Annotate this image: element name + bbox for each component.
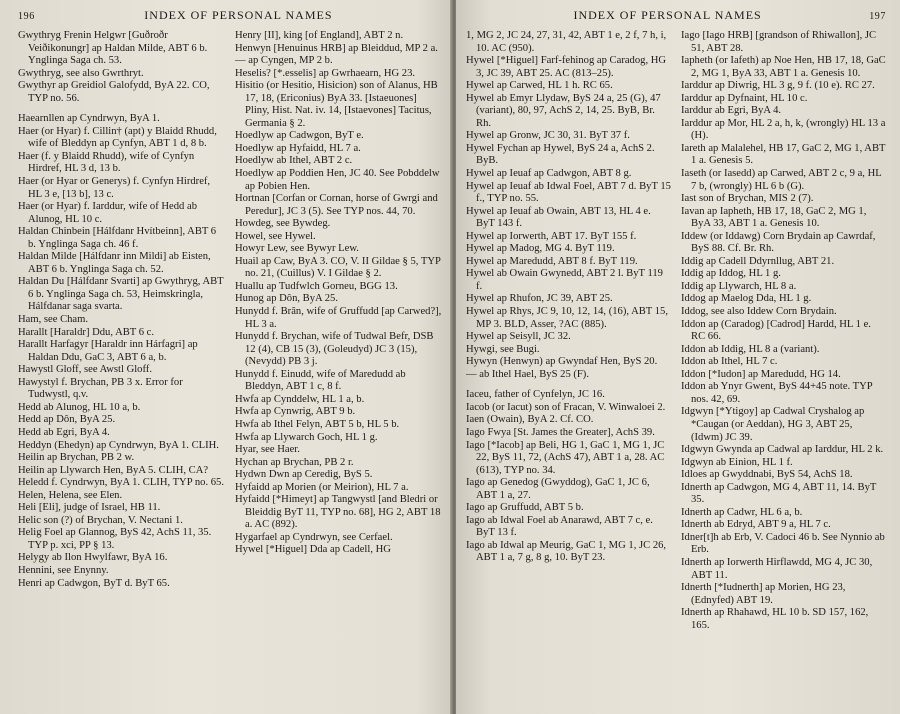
index-entry: Hywel ap Gronw, JC 30, 31. ByT 37 f. xyxy=(466,130,630,142)
right-page xyxy=(456,0,900,714)
index-entry: Hywyn (Henwyn) ap Gwyndaf Hen, ByS 20. xyxy=(466,356,658,368)
index-entry: Hwfa ap Cynwrig, ABT 9 b. xyxy=(235,406,356,418)
index-entry: Ham, see Cham. xyxy=(18,314,89,326)
index-entry: Iaen (Owain), ByA 2. Cf. CO. xyxy=(466,414,594,426)
index-entry: Helig Foel ap Glannog, ByS 42, AchS 11, 35. TYP p. xci, PP § 13. xyxy=(18,527,212,551)
index-entry: Iast son of Brychan, MIS 2 (7). xyxy=(681,193,814,205)
page-number: 196 xyxy=(18,11,35,22)
index-entry: Hywel ap Seisyll, JC 32. xyxy=(466,331,571,343)
index-entry: Idnerth [*Iudnerth] ap Morien, HG 23, (Ednyfed) ABT 19. xyxy=(681,582,846,606)
index-entry: — ap Cyngen, MP 2 b. xyxy=(235,55,333,67)
index-entry: Iddon ab Iddig, HL 8 a (variant). xyxy=(681,343,820,355)
index-entry: Idnerth ap Cadwr, HL 6 a, b. xyxy=(681,506,803,518)
index-column-left xyxy=(18,30,225,590)
index-entry: Heli [Eli], judge of Israel, HB 11. xyxy=(18,502,161,514)
index-entry: Hawystl Gloff, see Awstl Gloff. xyxy=(18,364,152,376)
index-entry: Iarddur ap Mor, HL 2 a, h, k, (wrongly) HL 13 a (H). xyxy=(681,117,886,142)
index-entry: Iago Fwya [St. James the Greater], AchS 39. xyxy=(466,426,655,438)
index-entry: Hyar, see Haer. xyxy=(235,444,300,456)
index-entry: Iarddur ap Diwrig, HL 3 g, 9 f. (10 e). RC 27. xyxy=(681,80,875,92)
index-entry: Iddog ap Maelog Dda, HL 1 g. xyxy=(681,293,812,305)
index-entry: Iddig ap Cadell Ddyrnllug, ABT 21. xyxy=(681,255,835,267)
index-entry: Iddew (or Iddawg) Corn Brydain ap Cawrdaf, ByS 88. Cf. Br. Rh. xyxy=(681,230,876,255)
index-entry: Hoedlyw ap Poddien Hen, JC 40. See Pobddelw ap Pobien Hen. xyxy=(235,168,440,192)
index-entry: Heilin ap Llywarch Hen, ByA 5. CLIH, CA? xyxy=(18,464,209,476)
index-entry: Iacob (or Iacut) son of Fracan, V. Winwaloei 2. xyxy=(466,401,666,413)
index-entry: Hwfa ap Cynddelw, HL 1 a, b. xyxy=(235,393,365,405)
index-entry: Iddog, see also Iddew Corn Brydain. xyxy=(681,306,837,318)
index-entry: Idnerth ap Iorwerth Hirflawdd, MG 4, JC 30, ABT 11. xyxy=(681,556,873,581)
index-entry: Idgwyn ab Einion, HL 1 f. xyxy=(681,456,793,468)
index-entry: Hydwn Dwn ap Ceredig, ByS 5. xyxy=(235,469,373,481)
index-entry: Huail ap Caw, ByA 3. CO, V. II Gildae § 5, TYP no. 21, (Cuillus) V. I Gildae § 2. xyxy=(235,255,441,280)
index-entry: — ab Ithel Hael, ByS 25 (F). xyxy=(466,368,589,380)
index-entry: Hywel [*Higuel] Dda ap Cadell, HG xyxy=(235,544,391,556)
index-entry: Hywel [*Higuel] Farf-fehinog ap Caradog, HG 3, JC 39, ABT 25. AC (813–25). xyxy=(466,55,667,79)
index-entry: Hywel ab Owain Gwynedd, ABT 2 l. ByT 119 f. xyxy=(466,268,663,292)
index-entry: Haer (or Hyar) f. Iarddur, wife of Hedd ab Alunog, HL 10 c. xyxy=(18,201,197,225)
index-entry: Iaceu, father of Cynfelyn, JC 16. xyxy=(466,389,605,401)
index-entry: Hennini, see Enynny. xyxy=(18,564,109,576)
running-head xyxy=(466,8,886,28)
index-entry: Hedd ab Egri, ByA 4. xyxy=(18,426,110,438)
index-entry: Idgwyn [*Ytigoy] ap Cadwal Cryshalog ap *Caugan (or Aeddan), HG 3, ABT 25, (Idwm) JC 39. xyxy=(681,406,865,443)
index-entry: Henwyn [Henuinus HRB] ap Bleiddud, MP 2 a. xyxy=(235,42,438,54)
index-entry: Henry [II], king [of England], ABT 2 n. xyxy=(235,30,404,41)
index-entry: Howel, see Hywel. xyxy=(235,230,316,242)
index-entry: Helic son (?) of Brychan, V. Nectani 1. xyxy=(18,514,183,526)
running-head xyxy=(18,8,442,28)
index-entry: Hedd ap Dôn, ByA 25. xyxy=(18,414,116,426)
index-entry: Hywel ap Madog, MG 4. ByT 119. xyxy=(466,243,615,255)
index-entry: Iareth ap Malalehel, HB 17, GaC 2, MG 1, ABT 1 a. Genesis 5. xyxy=(681,142,886,167)
index-entry: Idnerth ap Cadwgon, MG 4, ABT 11, 14. ByT 35. xyxy=(681,481,877,506)
index-column-left xyxy=(466,30,671,632)
index-entry: Iddon [*Iudon] ap Maredudd, HG 14. xyxy=(681,368,841,380)
index-entry: Heddyn (Ehedyn) ap Cyndrwyn, ByA 1. CLIH. xyxy=(18,439,219,451)
index-entry: Haer (or Hyar) f. Cillin† (apt) y Blaidd Rhudd, wife of Bleddyn ap Cynfyn, ABT 1 d, 8 b. xyxy=(18,125,217,150)
index-entry: Hywel ap Iorwerth, ABT 17. ByT 155 f. xyxy=(466,230,637,242)
index-column-right xyxy=(681,30,886,632)
index-entry: Hoedlyw ab Ithel, ABT 2 c. xyxy=(235,155,353,167)
index-entry: Haearnllen ap Cyndrwyn, ByA 1. xyxy=(18,113,160,125)
index-entry: Huallu ap Tudfwlch Gorneu, BGG 13. xyxy=(235,280,398,292)
index-entry: Hedd ab Alunog, HL 10 a, b. xyxy=(18,401,141,413)
index-entry: Howdeg, see Bywdeg. xyxy=(235,218,331,230)
index-entry: Haer (or Hyar or Generys) f. Cynfyn Hirdref, HL 3 e, [13 b], 13 c. xyxy=(18,176,211,200)
index-column-right xyxy=(235,30,442,590)
index-entry: Harallt [Haraldr] Ddu, ABT 6 c. xyxy=(18,326,155,338)
index-entry: Iavan ap Iapheth, HB 17, 18, GaC 2, MG 1, ByA 33, ABT 1 a. Genesis 10. xyxy=(681,205,867,230)
index-entry: Idgwyn Gwynda ap Cadwal ap Iarddur, HL 2 k. xyxy=(681,444,884,456)
index-entry: Hwfa ap Llywarch Goch, HL 1 g. xyxy=(235,431,378,443)
index-entry: Hortnan [Corfan or Cornan, horse of Gwrgi and Peredur], JC 3 (5). See TYP nos. 44, 70. xyxy=(235,193,438,217)
index-entry: Heledd f. Cyndrwyn, ByA 1. CLIH, TYP no. 65. xyxy=(18,477,224,489)
index-entry: Hoedlyw ap Hyfaidd, HL 7 a. xyxy=(235,142,361,154)
index-entry: Idnerth ap Rhahawd, HL 10 b. SD 157, 162, 165. xyxy=(681,607,869,631)
index-entry: Iddig ap Iddog, HL 1 g. xyxy=(681,268,781,280)
index-entry: Gwythryg Frenin Helgwr [Guðroðr Veiðikonungr] ap Haldan Milde, ABT 6 b. Ynglinga Saga ch. 53. xyxy=(18,30,208,67)
index-entry: Iarddur ab Egri, ByA 4. xyxy=(681,105,782,117)
index-entry: Iago ab Idwal ap Meurig, GaC 1, MG 1, JC 26, ABT 1 a, 7 g, 8 g, 10. ByT 23. xyxy=(466,539,667,564)
index-entry: 1, MG 2, JC 24, 27, 31, 42, ABT 1 e, 2 f, 7 h, i, 10. AC (950). xyxy=(466,30,667,54)
index-entry: Hoedlyw ap Cadwgon, ByT e. xyxy=(235,130,364,142)
index-entry: Hawystyl f. Brychan, PB 3 x. Error for Tudwystl, q.v. xyxy=(18,376,183,401)
index-entry: Helygy ab Ilon Hwylfawr, ByA 16. xyxy=(18,552,168,564)
index-entry: Harallt Harfagyr [Haraldr inn Hárfagri] ap Haldan Ddu, GaC 3, ABT 6 a, b. xyxy=(18,339,198,363)
index-entry: Heselis? [*.esselis] ap Gwrhaearn, HG 23. xyxy=(235,67,416,79)
running-head-title: INDEX OF PERSONAL NAMES xyxy=(144,8,333,22)
index-entry: Iaseth (or Iasedd) ap Carwed, ABT 2 c, 9 a, HL 7 b, (wrongly) HL 6 b (G). xyxy=(681,168,882,192)
index-entry: Iago [Iago HRB] [grandson of Rhiwallon], JC 51, ABT 28. xyxy=(681,30,877,54)
index-entry: Howyr Lew, see Bywyr Lew. xyxy=(235,243,359,255)
page-number: 197 xyxy=(869,11,886,22)
index-entry: Heilin ap Brychan, PB 2 w. xyxy=(18,452,135,464)
index-entry: Haer (f. y Blaidd Rhudd), wife of Cynfyn Hirdref, HL 3 d, 13 b. xyxy=(18,150,195,175)
index-entry: Gwythryg, see also Gwrthryt. xyxy=(18,67,144,79)
index-entry: Hisitio (or Hesitio, Hisicion) son of Alanus, HB 17, 18, (Ericonius) ByA 33. [Istaeuones] Pliny, Hist. Nat. iv. 14, [Istaevones] Tacitus, Germania § 2. xyxy=(235,80,438,129)
index-entry: Iago ab Idwal Foel ab Anarawd, ABT 7 c, e. ByT 13 f. xyxy=(466,514,653,539)
index-entry: Hywel ap Rhys, JC 9, 10, 12, 14, (16), ABT 15, MP 3. BLD, Asser, ?AC (885). xyxy=(466,306,668,330)
index-entry: Hywel Fychan ap Hywel, ByS 24 a, AchS 2. ByB. xyxy=(466,142,655,167)
index-entry: Hywel ap Maredudd, ABT 8 f. ByT 119. xyxy=(466,255,638,267)
index-entry: Hunydd f. Brychan, wife of Tudwal Befr, DSB 12 (4), CB 15 (3), (Goleudyd) JC 3 (15), (Nevydd) PB 3 j. xyxy=(235,331,434,368)
index-entry: Iapheth (or Iafeth) ap Noe Hen, HB 17, 18, GaC 2, MG 1, ByA 33, ABT 1 a. Genesis 10. xyxy=(681,55,886,79)
index-entry: Iago ap Genedog (Gwyddog), GaC 1, JC 6, ABT 1 a, 27. xyxy=(466,477,650,501)
index-entry: Hywel ap Ieuaf ab Owain, ABT 13, HL 4 e. ByT 143 f. xyxy=(466,205,651,230)
index-entry: Iddig ap Llywarch, HL 8 a. xyxy=(681,280,797,292)
index-entry: Iago ap Gruffudd, ABT 5 b. xyxy=(466,502,584,514)
index-entry: Hunog ap Dôn, ByA 25. xyxy=(235,293,338,305)
index-entry: Haldan Du [Hálfdanr Svarti] ap Gwythryg, ABT 6 b. Ynglinga Saga ch. 53, Heimskringla, Hálfdanar saga svarta. xyxy=(18,276,224,313)
index-entry: Iddon ap (Caradog) [Cadrod] Hardd, HL 1 e. RC 66. xyxy=(681,318,871,343)
index-entry: Hywel ab Emyr Llydaw, ByS 24 a, 25 (G), 47 (variant), 80, 97, AchS 2, 14, 25. ByB, Br. Rh. xyxy=(466,92,661,129)
index-entry: Hyfaidd [*Himeyt] ap Tangwystl [and Bledri or Bleiddig ByT 11, TYP no. 68], HG 2, ABT 18 a. AC (892). xyxy=(235,494,441,531)
index-entry: Hychan ap Brychan, PB 2 r. xyxy=(235,456,354,468)
index-entry: Hygarfael ap Cyndrwyn, see Cerfael. xyxy=(235,531,393,543)
index-entry: Hunydd f. Einudd, wife of Maredudd ab Bleddyn, ABT 1 c, 8 f. xyxy=(235,368,406,393)
index-entry: Hywel ap Ieuaf ab Idwal Foel, ABT 7 d. ByT 15 f., TYP no. 55. xyxy=(466,180,671,205)
index-entry: Henri ap Cadwgon, ByT d. ByT 65. xyxy=(18,577,170,589)
index-entry: Haldan Chinbein [Hálfdanr Hvítbeinn], ABT 6 b. Ynglinga Saga ch. 46 f. xyxy=(18,226,217,250)
running-head-title: INDEX OF PERSONAL NAMES xyxy=(573,8,762,22)
index-entry: Helen, Helena, see Elen. xyxy=(18,489,123,501)
index-entry: Iarddur ap Dyfnaint, HL 10 c. xyxy=(681,92,808,104)
index-entry: Iddon ab Ynyr Gwent, ByS 44+45 note. TYP nos. 42, 69. xyxy=(681,381,873,405)
index-entry: Gwythyr ap Greidiol Galofydd, ByA 22. CO, TYP no. 56. xyxy=(18,80,210,104)
index-entry: Idnerth ab Edryd, ABT 9 a, HL 7 c. xyxy=(681,519,831,531)
index-entry: Hywel ap Ieuaf ap Cadwgon, ABT 8 g. xyxy=(466,168,632,180)
index-entry: Hywel ap Rhufon, JC 39, ABT 25. xyxy=(466,293,613,305)
index-entry: Idner[t]h ab Erb, V. Cadoci 46 b. See Nynnio ab Erb. xyxy=(681,531,885,556)
index-entry: Iddon ab Ithel, HL 7 c. xyxy=(681,356,778,368)
index-entry: Hywel ap Carwed, HL 1 h. RC 65. xyxy=(466,80,613,92)
index-entry: Hyfaidd ap Morien (or Meirion), HL 7 a. xyxy=(235,481,409,493)
index-entry: Iago [*Iacob] ap Beli, HG 1, GaC 1, MG 1, JC 22, ByS 11, 72, (AchS 47), ABT 1 a, 28. AC (613), TYP no. 34. xyxy=(466,439,665,476)
index-entry: Haldan Milde [Hálfdanr inn Mildi] ab Eisten, ABT 6 b. Ynglinga Saga ch. 52. xyxy=(18,251,211,275)
index-entry: Idloes ap Gwyddnabi, ByS 54, AchS 18. xyxy=(681,469,853,481)
index-entry: Hunydd f. Brân, wife of Gruffudd [ap Carwed?], HL 3 a. xyxy=(235,306,442,330)
index-entry: Hwfa ab Ithel Felyn, ABT 5 b, HL 5 b. xyxy=(235,418,400,430)
index-entry: Hywgi, see Bugi. xyxy=(466,343,540,355)
